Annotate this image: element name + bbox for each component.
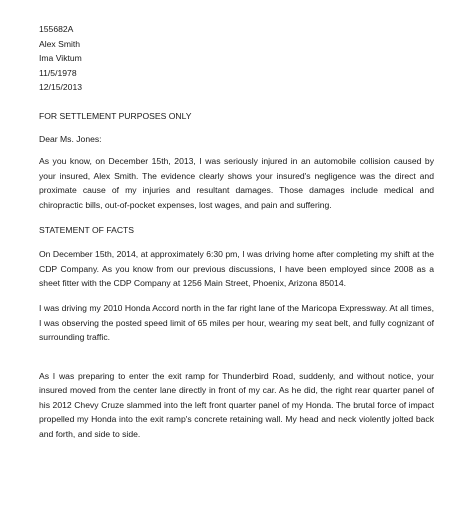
facts-paragraph-2: I was driving my 2010 Honda Accord north in the far right lane of the Maricopa Expressway. At all times, I was observing the posted speed limit of 65 miles per hour, wearing my seat belt, and fully cognizant of surrounding traffic. — [39, 302, 434, 343]
reference-number: 155682A — [39, 24, 74, 34]
letter-body — [39, 22, 434, 442]
salutation: Dear Ms. Jones: — [39, 133, 102, 144]
intro-paragraph: As you know, on December 15th, 2013, I was seriously injured in an automobile collision caused by your insured, Alex Smith. The evidence clearly shows your insured's negligence was the direct and proximate cause of my injuries and resultant damages. Those damages include medical and chiropractic bills, out-of-pocket expenses, lost wages, and pain and suffering. — [39, 156, 434, 210]
spacer — [39, 124, 434, 132]
date-of-loss: 12/15/2013 — [39, 82, 83, 93]
spacer — [39, 95, 434, 109]
spacer — [39, 237, 434, 247]
facts-paragraph-1: On December 15th, 2014, at approximately 6:30 pm, I was driving home after completing my shift at the CDP Company. As you know from our previous discussions, I have been employed since 2008 as a sheet fitter with the CDP Company at 1256 Main Street, Phoenix, Arizona 85014. — [39, 249, 434, 289]
letter-header — [39, 22, 434, 95]
date-of-birth: 11/5/1978 — [39, 67, 77, 78]
spacer — [39, 213, 434, 223]
claimant-name: Ima Viktum — [39, 53, 82, 64]
spacer — [39, 291, 434, 301]
insured-name: Alex Smith — [39, 38, 81, 49]
facts-heading: STATEMENT OF FACTS — [39, 224, 135, 235]
facts-paragraph-3: As I was preparing to enter the exit ramp for Thunderbird Road, suddenly, and without notice, your insured moved from the center lane directly in front of my car. As he did, the right rear quarter panel of his 2012 Chevy Cruze slammed into the left front quarter panel of my Honda. The brutal force of impact propelled my Honda into the exit ramp's concrete retaining wall. My head and neck violently jolted back and forth, and side to side. — [39, 370, 434, 440]
settlement-notice: FOR SETTLEMENT PURPOSES ONLY — [39, 110, 192, 121]
spacer — [39, 345, 434, 369]
spacer — [39, 146, 434, 154]
